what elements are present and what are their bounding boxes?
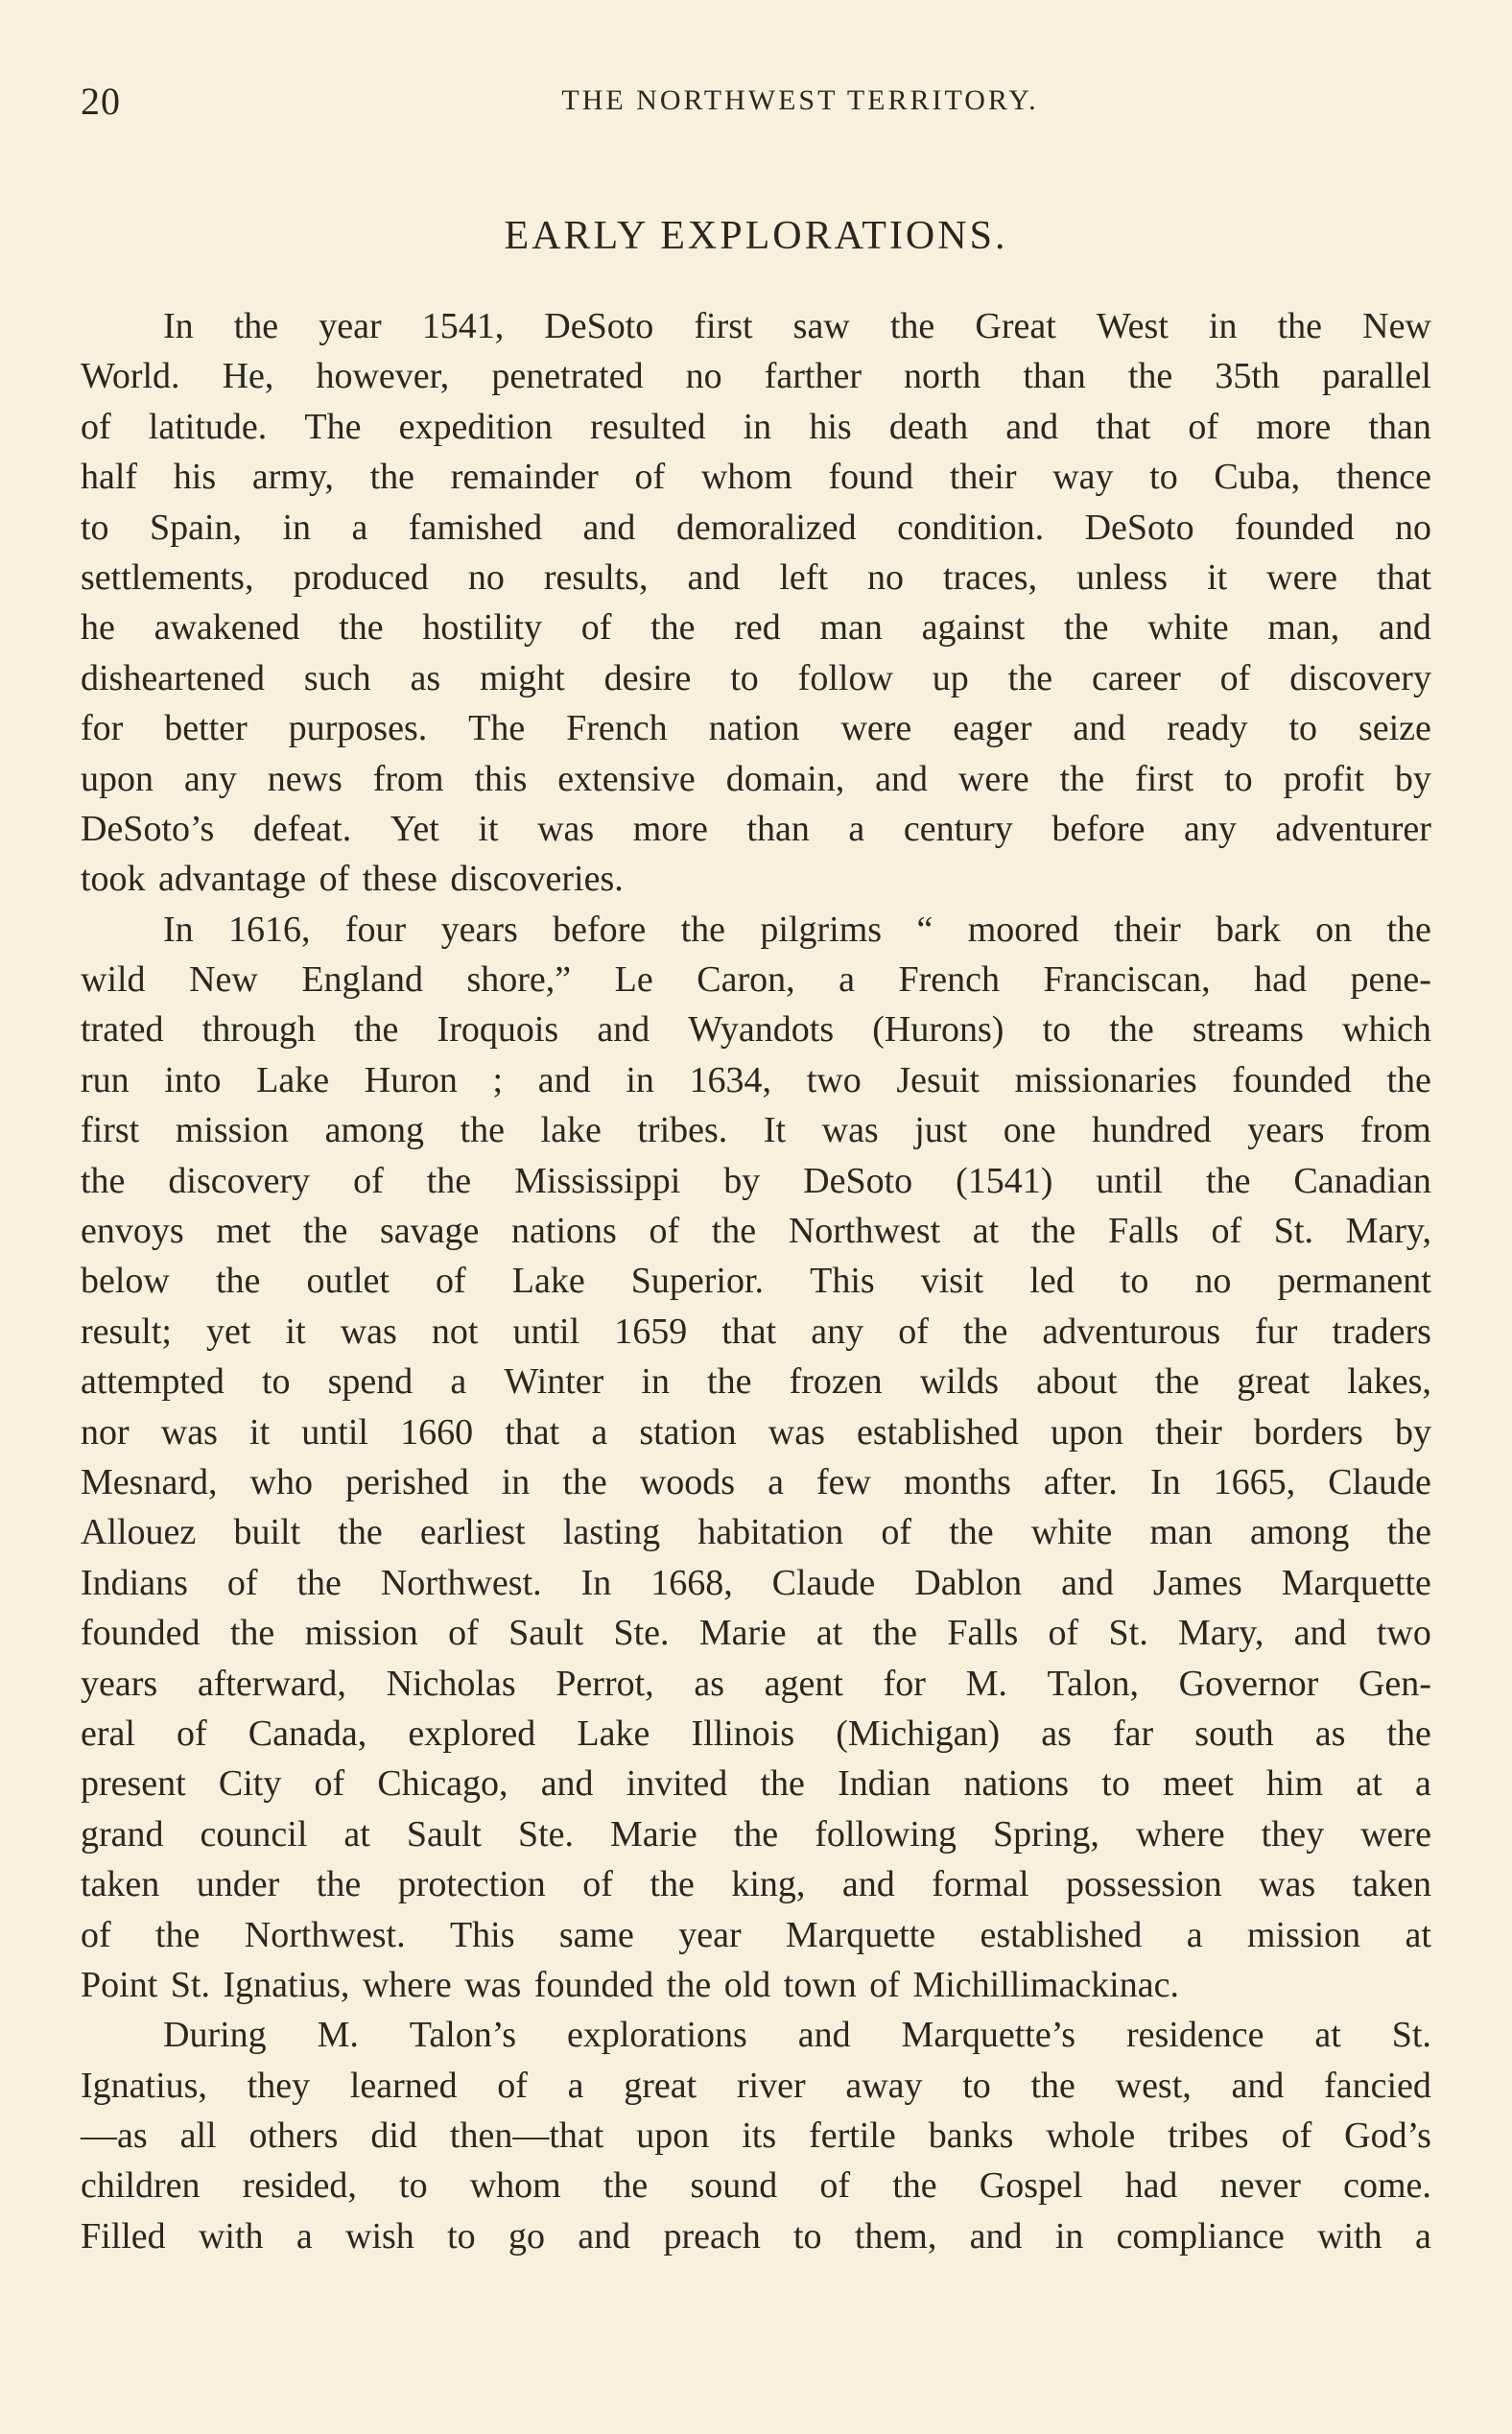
text-line: In 1616, four years before the pilgrims “ moored their bark on the	[163, 909, 1431, 950]
text-line: first mission among the lake tribes. It was just one hundred years from	[81, 1110, 1431, 1151]
text-line: Mesnard, who perished in the woods a few months after. In 1665, Claude	[81, 1461, 1431, 1502]
text-line: run into Lake Huron ; and in 1634, two Jesuit missionaries founded the	[81, 1059, 1431, 1100]
text-line: upon any news from this extensive domain, and were the first to profit by	[81, 758, 1431, 799]
text-line: taken under the protection of the king, and formal possession was taken	[81, 1864, 1431, 1905]
text-line: years afterward, Nicholas Perrot, as agent for M. Talon, Governor Gen-	[81, 1663, 1431, 1704]
text-line: half his army, the remainder of whom found their way to Cuba, thence	[81, 457, 1431, 498]
text-line: the discovery of the Mississippi by DeSoto (1541) until the Canadian	[81, 1160, 1431, 1201]
text-line: took advantage of these discoveries.	[81, 859, 624, 900]
text-line: attempted to spend a Winter in the frozen wilds about the great lakes,	[81, 1361, 1431, 1403]
text-line: —as all others did then—that upon its fertile banks whole tribes of God’s	[81, 2115, 1431, 2157]
text-line: Indians of the Northwest. In 1668, Claude Dablon and James Marquette	[81, 1562, 1431, 1603]
text-line: grand council at Sault Ste. Marie the following Spring, where they were	[81, 1813, 1431, 1855]
text-line: disheartened such as might desire to follow up the career of discovery	[81, 657, 1431, 698]
running-head	[81, 79, 1424, 127]
text-line: Allouez built the earliest lasting habitation of the white man among the	[81, 1512, 1431, 1553]
text-line: of the Northwest. This same year Marquette established a mission at	[81, 1914, 1431, 1955]
text-line: During M. Talon’s explorations and Marquette’s residence at St.	[163, 2015, 1431, 2056]
text-line: wild New England shore,” Le Caron, a French Franciscan, had pene-	[81, 959, 1431, 1001]
body-text	[81, 301, 1431, 2261]
running-title: THE NORTHWEST TERRITORY.	[561, 84, 1039, 116]
text-line: Point St. Ignatius, where was founded the old town of Michillimackinac.	[81, 1964, 1179, 2005]
text-line: envoys met the savage nations of the Northwest at the Falls of St. Mary,	[81, 1211, 1431, 1252]
text-line: eral of Canada, explored Lake Illinois (Michigan) as far south as the	[81, 1713, 1431, 1754]
text-line: he awakened the hostility of the red man against the white man, and	[81, 607, 1431, 649]
text-line: Ignatius, they learned of a great river away to the west, and fancied	[81, 2065, 1431, 2106]
text-line: In the year 1541, DeSoto first saw the Great West in the New	[163, 306, 1431, 346]
section-heading: EARLY EXPLORATIONS.	[504, 214, 1008, 258]
text-line: below the outlet of Lake Superior. This visit led to no permanent	[81, 1261, 1431, 1302]
text-line: result; yet it was not until 1659 that any of the adventurous fur traders	[81, 1311, 1431, 1352]
text-line: present City of Chicago, and invited the Indian nations to meet him at a	[81, 1763, 1431, 1805]
text-line: children resided, to whom the sound of the Gospel had never come.	[81, 2165, 1431, 2207]
text-line: Filled with a wish to go and preach to them, and in compliance with a	[81, 2215, 1431, 2257]
page-number: 20	[81, 80, 121, 123]
text-line: trated through the Iroquois and Wyandots (Hurons) to the streams which	[81, 1009, 1431, 1051]
text-line: founded the mission of Sault Ste. Marie at the Falls of St. Mary, and two	[81, 1613, 1431, 1654]
text-line: to Spain, in a famished and demoralized condition. DeSoto founded no	[81, 507, 1431, 548]
text-line: for better purposes. The French nation were eager and ready to seize	[81, 708, 1431, 749]
text-line: World. He, however, penetrated no farther north than the 35th parallel	[81, 356, 1431, 397]
text-line: DeSoto’s defeat. Yet it was more than a century before any adventurer	[81, 808, 1431, 849]
text-line: nor was it until 1660 that a station was established upon their borders by	[81, 1411, 1431, 1453]
text-line: settlements, produced no results, and left no traces, unless it were that	[81, 556, 1431, 598]
text-line: of latitude. The expedition resulted in his death and that of more than	[81, 406, 1431, 447]
